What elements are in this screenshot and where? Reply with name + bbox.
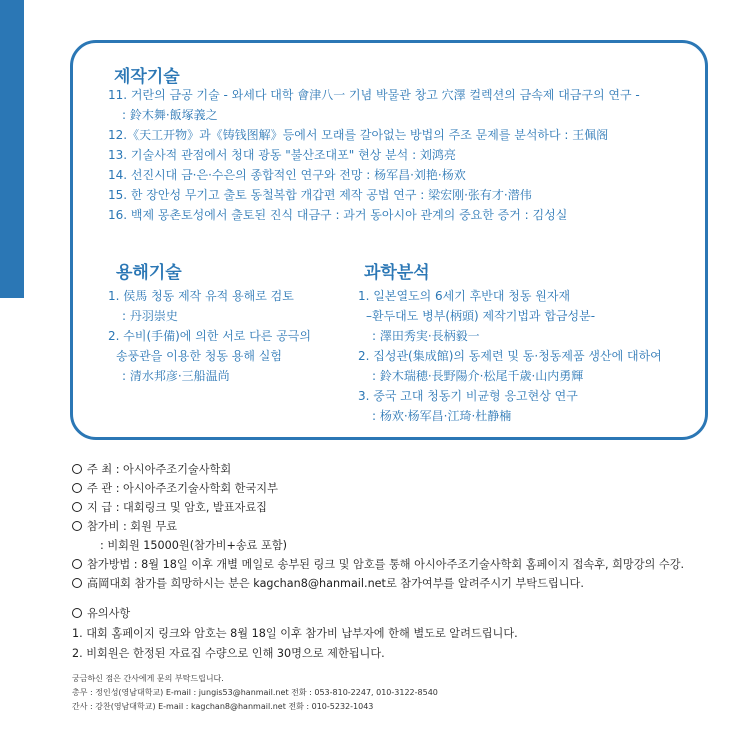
notes-block [72, 604, 518, 664]
science-item-2: 2. 집성관(集成館)의 동제련 및 동·청동제품 생산에 대하여 [358, 349, 662, 363]
science-item-1-cont: –환두대도 병부(柄頭) 제작기법과 합금성분- [366, 309, 596, 323]
info-gaoqiao-row [72, 574, 684, 593]
circle-bullet-icon [72, 464, 82, 474]
science-item-2-authors: : 鈴木瑞穂·長野陽介·松尾千歳·山内勇輝 [372, 369, 584, 383]
science-list [358, 286, 662, 426]
contact-block [72, 672, 438, 714]
smelting-item-2: 2. 수비(手備)에 의한 서로 다른 공극의 [108, 329, 311, 343]
contact-general: 총무 : 정인성(영남대학교) E-mail : jungis53@hanmail.net 전화 : 053-810-2247, 010-3122-8540 [72, 688, 438, 697]
left-accent-bar [0, 0, 24, 298]
circle-bullet-icon [72, 578, 82, 588]
contact-secretary: 간사 : 강찬(영남대학교) E-mail : kagchan8@hanmail.net 전화 : 010-5232-1043 [72, 702, 374, 711]
smelting-item-2-authors: : 清水邦彦·三船温尚 [122, 369, 230, 383]
info-provide-row [72, 498, 684, 517]
info-organizer-row [72, 479, 684, 498]
info-gaoqiao: 高岡대회 참가를 희망하시는 분은 kagchan8@hanmail.net로 참가여부를 알려주시기 부탁드립니다. [87, 577, 584, 590]
section-title-production: 제작기술 [114, 67, 180, 87]
info-provide: 지 급 : 대회링크 및 암호, 발표자료집 [87, 501, 267, 514]
science-item-1-authors: : 澤田秀実·長柄毅一 [372, 329, 480, 343]
production-item-11: 11. 거란의 금공 기술 - 와세다 대학 會津八一 기념 박물관 창고 穴澤 컬렉션의 금속제 대금구의 연구 - [108, 88, 640, 102]
contact-intro: 궁금하신 점은 간사에게 문의 부탁드립니다. [72, 674, 224, 683]
smelting-item-2-cont: 송풍관을 이용한 청동 용해 실험 [116, 349, 282, 363]
production-item-11-authors: : 鈴木舞·飯塚義之 [122, 108, 218, 122]
circle-bullet-icon [72, 483, 82, 493]
info-fee-row [72, 517, 684, 536]
section-title-smelting: 용해기술 [116, 263, 182, 283]
info-host-row [72, 460, 684, 479]
circle-bullet-icon [72, 502, 82, 512]
info-fee-nonmember: : 비회원 15000원(참가비+송료 포함) [100, 539, 288, 552]
science-item-3-authors: : 杨欢·杨军昌·江琦·杜静楠 [372, 409, 512, 423]
production-item-14: 14. 선진시대 금·은·수은의 종합적인 연구와 전망 : 杨军昌·刘艳·杨欢 [108, 168, 466, 182]
circle-bullet-icon [72, 608, 82, 618]
science-item-1: 1. 일본열도의 6세기 후반대 청동 원자재 [358, 289, 571, 303]
circle-bullet-icon [72, 559, 82, 569]
smelting-list [108, 286, 311, 386]
info-method-row [72, 555, 684, 574]
production-item-16: 16. 백제 몽촌토성에서 출토된 진식 대금구 : 과거 동아시아 관계의 중요한 증거 : 김성실 [108, 208, 568, 222]
production-item-15: 15. 한 장안성 무기고 출토 동철복합 개갑편 제작 공법 연구 : 梁宏刚·张有才·潜伟 [108, 188, 532, 202]
info-fee: 참가비 : 회원 무료 [87, 520, 178, 533]
info-host: 주 최 : 아시아주조기술사학회 [87, 463, 232, 476]
notes-title: 유의사항 [87, 607, 131, 620]
production-item-12: 12.《天工开物》과《铸钱图解》등에서 모래를 갈아없는 방법의 주조 문제를 분석하다 : 王佩阁 [108, 128, 609, 142]
notes-item-1: 1. 대회 홈페이지 링크와 암호는 8월 18일 이후 참가비 납부자에 한해 별도로 알려드립니다. [72, 627, 518, 640]
section-title-science: 과학분석 [364, 263, 430, 283]
smelting-item-1-authors: : 丹羽崇史 [122, 309, 178, 323]
smelting-item-1: 1. 侯馬 청동 제작 유적 용해로 검토 [108, 289, 294, 303]
production-item-13: 13. 기술사적 관점에서 청대 광동 "불산조대포" 현상 분석 : 刘鸿亮 [108, 148, 456, 162]
notes-title-row [72, 604, 518, 624]
circle-bullet-icon [72, 521, 82, 531]
event-info [72, 460, 684, 593]
info-method: 참가방법 : 8월 18일 이후 개별 메일로 송부된 링크 및 암호를 통해 아시아주조기술사학회 홈페이지 접속후, 희망강의 수강. [87, 558, 685, 571]
production-list [108, 85, 640, 225]
info-organizer: 주 관 : 아시아주조기술사학회 한국지부 [87, 482, 278, 495]
science-item-3: 3. 중국 고대 청동기 비균형 응고현상 연구 [358, 389, 578, 403]
notes-item-2: 2. 비회원은 한정된 자료집 수량으로 인해 30명으로 제한됩니다. [72, 647, 385, 660]
